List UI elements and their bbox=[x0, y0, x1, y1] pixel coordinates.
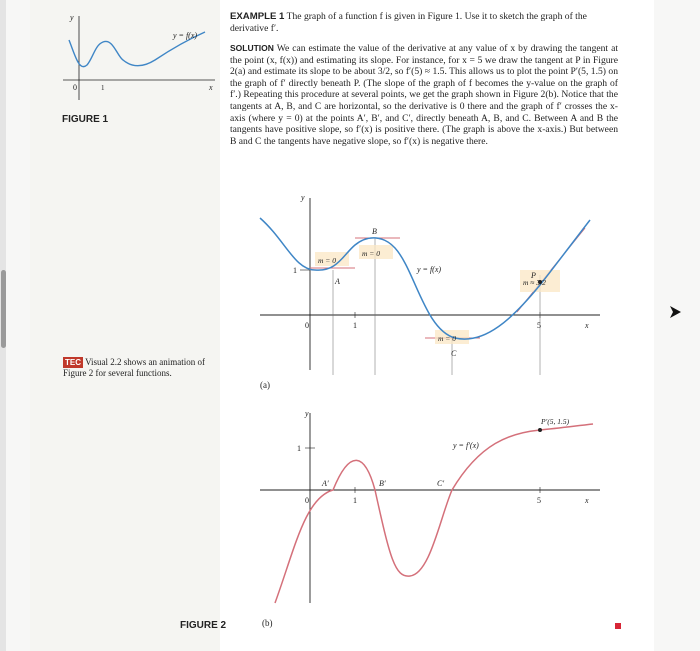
figure-2b-y-axis-label: y bbox=[305, 409, 309, 418]
figure-2a-graph bbox=[255, 190, 605, 375]
figure-2a-origin: 0 bbox=[305, 321, 309, 330]
solution-paragraph bbox=[230, 43, 618, 147]
solution-label: SOLUTION bbox=[230, 43, 274, 53]
figure-2b-point-a-label: A′ bbox=[322, 479, 329, 488]
figure-2a-x-axis-label: x bbox=[585, 321, 589, 330]
example-heading bbox=[230, 11, 620, 34]
figure-1-y-axis-label: y bbox=[70, 13, 74, 22]
figure-1-x-axis-label: x bbox=[209, 83, 213, 92]
figure-1-tick-1: 1 bbox=[101, 84, 105, 92]
figure-2a-part-label: (a) bbox=[260, 380, 270, 390]
figure-2a-tick-x1-label: 1 bbox=[353, 321, 357, 330]
solution-text: We can estimate the value of the derivative at any value of x by drawing the tangent at the point (x, f(x)) and estimating its slope. For instance, for x = 5 we draw the tangent at P in Figure 2(a) and estimate its slope to be about 3/2, so f′(5) ≈ 1.5. This allows us to plot the point P′(5, 1.5) on the graph of f′ directly beneath P. (The slope of the graph of f becomes the y-value on the graph of f′.) Repeating this procedure at several points, we get the graph shown in Figure 2(b). Notice that the tangents at A, B, and C are horizontal, so the derivative is 0 there and the graph of f′ crosses the x-axis (where y = 0) at the points A′, B′, and C′, directly beneath A, B, and C. Between A and B the tangents have positive slope, so f′(x) is positive there. (The graph is above the x-axis.) But between B and C the tangents have negative slope, so f′(x) is negative there. bbox=[230, 43, 618, 147]
figure-2a-slope-a: m = 0 bbox=[318, 256, 336, 265]
figure-2a-tick-x5-label: 5 bbox=[537, 321, 541, 330]
figure-2b-tick-x1-label: 1 bbox=[353, 496, 357, 505]
tec-badge: TEC bbox=[65, 358, 81, 367]
figure-2-caption: FIGURE 2 bbox=[180, 620, 227, 631]
figure-2a-y-axis-label: y bbox=[301, 193, 305, 202]
figure-2b-x-axis-label: x bbox=[585, 496, 589, 505]
figure-2b-origin: 0 bbox=[305, 496, 309, 505]
figure-2b-point-p bbox=[538, 428, 542, 432]
figure-2a-slope-b: m = 0 bbox=[362, 249, 380, 258]
figure-1-curve-label: y = f(x) bbox=[173, 31, 198, 40]
end-of-example-marker bbox=[615, 623, 621, 629]
figure-2b-tick-y1-label: 1 bbox=[297, 444, 301, 453]
scrollbar-thumb[interactable] bbox=[1, 270, 6, 348]
figure-1-origin: 0 bbox=[73, 83, 77, 92]
tec-note bbox=[63, 357, 223, 379]
figure-2b-tick-x5-label: 5 bbox=[537, 496, 541, 505]
figure-2b-part-label: (b) bbox=[262, 618, 273, 628]
pointer-arrow-icon bbox=[668, 305, 682, 319]
figure-2b-point-p-label: P′(5, 1.5) bbox=[541, 417, 570, 426]
figure-2a-curve-label: y = f(x) bbox=[417, 265, 442, 274]
example-number: EXAMPLE 1 bbox=[230, 11, 285, 22]
scrollbar-track[interactable] bbox=[0, 0, 6, 651]
figure-2a-point-b-label: B bbox=[372, 227, 377, 236]
figure-2b-point-b-label: B′ bbox=[379, 479, 386, 488]
figure-2a-point-a-label: A bbox=[335, 277, 340, 286]
figure-2a-point-c-label: C bbox=[451, 349, 457, 358]
figure-2a-tick-y1-label: 1 bbox=[293, 266, 297, 275]
figure-2a-slope-c: m = 0 bbox=[438, 334, 456, 343]
figure-2b-point-c-label: C′ bbox=[437, 479, 445, 488]
figure-2b-fprime-curve bbox=[275, 424, 593, 603]
figure-2b-graph bbox=[255, 408, 605, 608]
figure-2a-slope-p: m ≈ 3/2 bbox=[523, 278, 546, 287]
figure-2b-curve-label: y = f′(x) bbox=[453, 441, 479, 450]
figure-2a-point-p-label: P bbox=[531, 271, 536, 280]
tec-text: Visual 2.2 shows an animation of Figure 2 for several functions. bbox=[63, 357, 206, 378]
example-statement: The graph of a function f is given in Figure 1. Use it to sketch the graph of the derivative f′. bbox=[230, 11, 587, 34]
figure-1-graph bbox=[55, 10, 225, 110]
figure-1-caption: FIGURE 1 bbox=[62, 114, 109, 125]
